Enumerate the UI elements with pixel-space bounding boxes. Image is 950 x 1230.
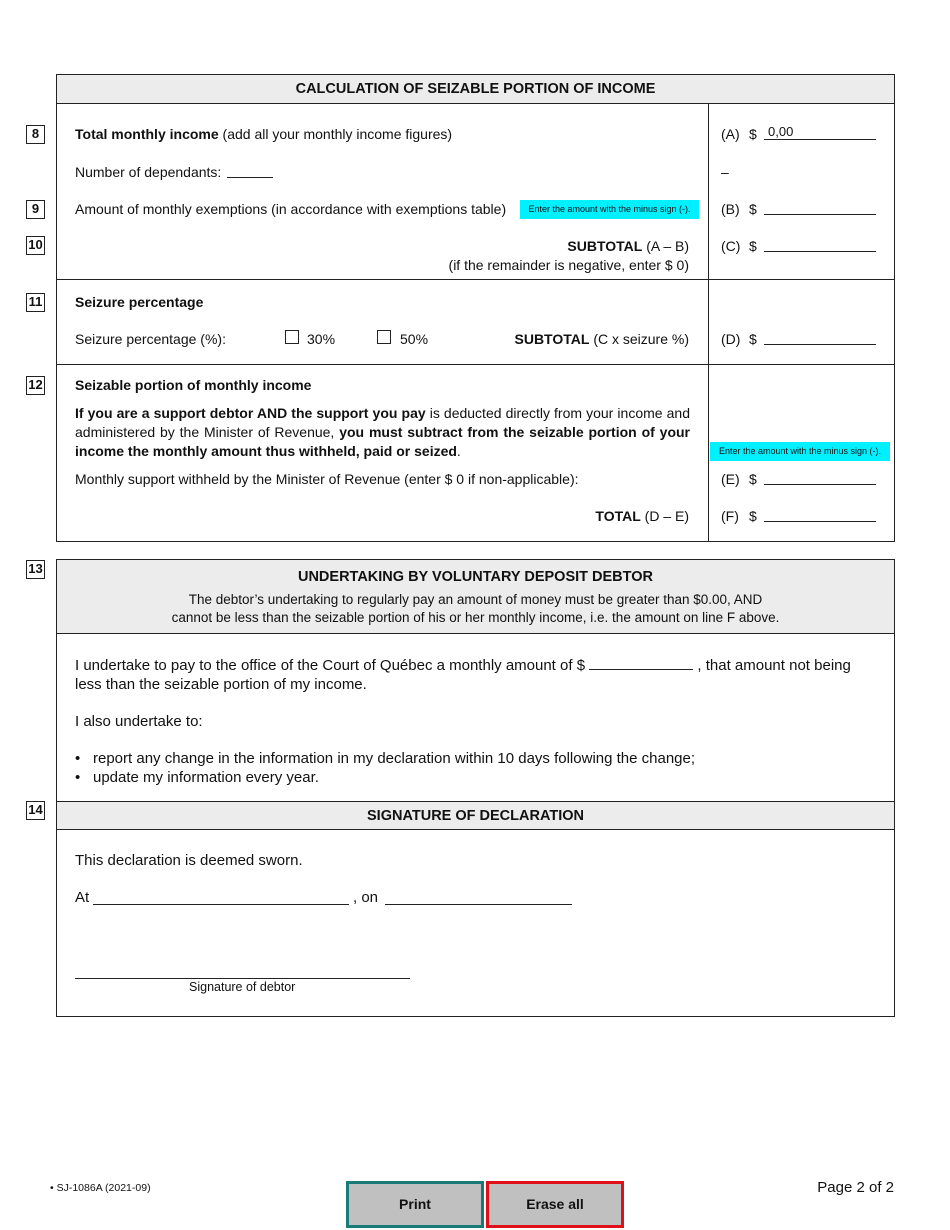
- dependants-field[interactable]: [227, 163, 273, 178]
- line-c-field[interactable]: [764, 237, 876, 252]
- subtotal-seizure-label: [515, 331, 690, 347]
- subtotal-ab-label: [567, 238, 689, 254]
- support-debtor-bold: If you are a support debtor AND the support you pay: [75, 405, 426, 421]
- total-monthly-income-note: (add all your monthly income figures): [222, 126, 453, 142]
- signature-header: [57, 801, 894, 830]
- seizure-30-label: 30%: [307, 331, 336, 347]
- line-c-label: (C): [721, 238, 741, 254]
- subtotal-ab-formula: (A – B): [646, 238, 689, 254]
- section-number-8: 8: [26, 125, 45, 144]
- support-debtor-bold2: you must subtract from the seizable portion of your income the monthly amount thus withheld, paid or seized: [75, 424, 690, 459]
- section-number-14: 14: [26, 801, 45, 820]
- seizure-50-checkbox[interactable]: [377, 330, 391, 344]
- erase-all-button[interactable]: Erase all: [486, 1181, 624, 1228]
- line-b-currency: $: [749, 201, 757, 217]
- line-d-field[interactable]: [764, 330, 876, 345]
- section-number-9: 9: [26, 200, 45, 219]
- withheld-hint: Enter the amount with the minus sign (-).: [710, 442, 890, 461]
- subtotal-seizure-formula: (C x seizure %): [593, 331, 689, 347]
- total-de-formula: (D – E): [644, 508, 689, 524]
- undertaking-bullet-1: [75, 750, 695, 767]
- signature-line: [75, 978, 410, 979]
- line-a-label: (A): [721, 126, 740, 142]
- also-undertake: I also undertake to:: [75, 713, 203, 730]
- seizure-50-label: 50%: [400, 331, 429, 347]
- bullet-icon: •: [50, 1182, 57, 1194]
- support-debtor-text: is deducted directly from your income and administered by the Minister of Revenue,: [75, 405, 690, 440]
- place-field[interactable]: [93, 889, 349, 905]
- deemed-sworn: This declaration is deemed sworn.: [75, 852, 303, 869]
- subtotal-ab-note: (if the remainder is negative, enter $ 0): [448, 257, 689, 273]
- line-f-label: (F): [721, 508, 739, 524]
- divider-11-12: [57, 364, 894, 365]
- section-number-12: 12: [26, 376, 45, 395]
- seizure-30-checkbox[interactable]: [285, 330, 299, 344]
- support-debtor-paragraph: [75, 404, 690, 461]
- total-de-label: [595, 508, 689, 524]
- line-c-currency: $: [749, 238, 757, 254]
- subtotal-seizure-bold: SUBTOTAL: [514, 331, 590, 347]
- undertake-text-b: , that amount not being: [697, 657, 851, 674]
- seizure-percentage-label: Seizure percentage (%):: [75, 331, 226, 347]
- calculation-title: CALCULATION OF SEIZABLE PORTION OF INCOME: [295, 81, 656, 97]
- undertaking-header: [57, 560, 894, 634]
- page-number: Page 2 of 2: [817, 1179, 894, 1196]
- signature-label: Signature of debtor: [189, 980, 296, 994]
- on-label: , on: [353, 889, 379, 906]
- calculation-header: [57, 75, 894, 104]
- bullet-icon: •: [75, 750, 81, 767]
- print-button[interactable]: Print: [346, 1181, 484, 1228]
- undertaking-bullet-2: [75, 769, 319, 786]
- seizure-percentage-title: Seizure percentage: [75, 294, 204, 310]
- amount-column-divider: [708, 104, 709, 541]
- monthly-amount-field[interactable]: [589, 657, 693, 670]
- undertake-line-2: less than the seizable portion of my income.: [75, 676, 367, 693]
- undertaking-title: UNDERTAKING BY VOLUNTARY DEPOSIT DEBTOR: [297, 569, 653, 585]
- line-f-currency: $: [749, 508, 757, 524]
- undertake-text-a: I undertake to pay to the office of the Court of Québec a monthly amount of $: [75, 657, 586, 674]
- bullet-icon: •: [75, 769, 81, 786]
- total-monthly-income-label: [75, 126, 452, 142]
- section-number-11: 11: [26, 293, 45, 312]
- exemptions-hint: Enter the amount with the minus sign (-).: [520, 200, 699, 219]
- line-e-label: (E): [721, 471, 740, 487]
- subtotal-ab-bold: SUBTOTAL: [567, 238, 643, 254]
- form-code: [50, 1182, 151, 1194]
- section-number-10: 10: [26, 236, 45, 255]
- total-monthly-income-bold: Total monthly income: [75, 126, 219, 142]
- divider-10-11: [57, 279, 894, 280]
- signature-title: SIGNATURE OF DECLARATION: [367, 808, 584, 824]
- at-label: At: [75, 889, 90, 906]
- line-b-field[interactable]: [764, 200, 876, 215]
- withheld-label: Monthly support withheld by the Minister of Revenue (enter $ 0 if non-applicable):: [75, 471, 579, 487]
- undertaking-subtitle-2: cannot be less than the seizable portion of his or her monthly income, i.e. the amount on line F above.: [171, 610, 780, 625]
- section-number-13: 13: [26, 560, 45, 579]
- line-e-currency: $: [749, 471, 757, 487]
- line-a-field[interactable]: 0,00: [764, 125, 876, 140]
- undertaking-subtitle-1: The debtor’s undertaking to regularly pay an amount of money must be greater than $0.00, AND: [188, 592, 763, 607]
- dependants-dash: –: [721, 164, 729, 180]
- form-code-text: SJ-1086A (2021-09): [56, 1182, 151, 1194]
- bullet-text-1: report any change in the information in my declaration within 10 days following the change;: [93, 750, 696, 767]
- total-de-bold: TOTAL: [595, 508, 641, 524]
- line-d-label: (D): [721, 331, 741, 347]
- line-f-field[interactable]: [764, 507, 876, 522]
- undertake-line-1: [75, 657, 851, 674]
- support-debtor-end: .: [456, 443, 461, 459]
- dependants-label: Number of dependants:: [75, 164, 222, 180]
- date-field[interactable]: [385, 889, 572, 905]
- line-b-label: (B): [721, 201, 740, 217]
- line-e-field[interactable]: [764, 470, 876, 485]
- exemptions-label: Amount of monthly exemptions (in accordance with exemptions table): [75, 201, 507, 217]
- line-a-currency: $: [749, 126, 757, 142]
- seizable-portion-title: Seizable portion of monthly income: [75, 377, 312, 393]
- line-d-currency: $: [749, 331, 757, 347]
- bullet-text-2: update my information every year.: [93, 769, 319, 786]
